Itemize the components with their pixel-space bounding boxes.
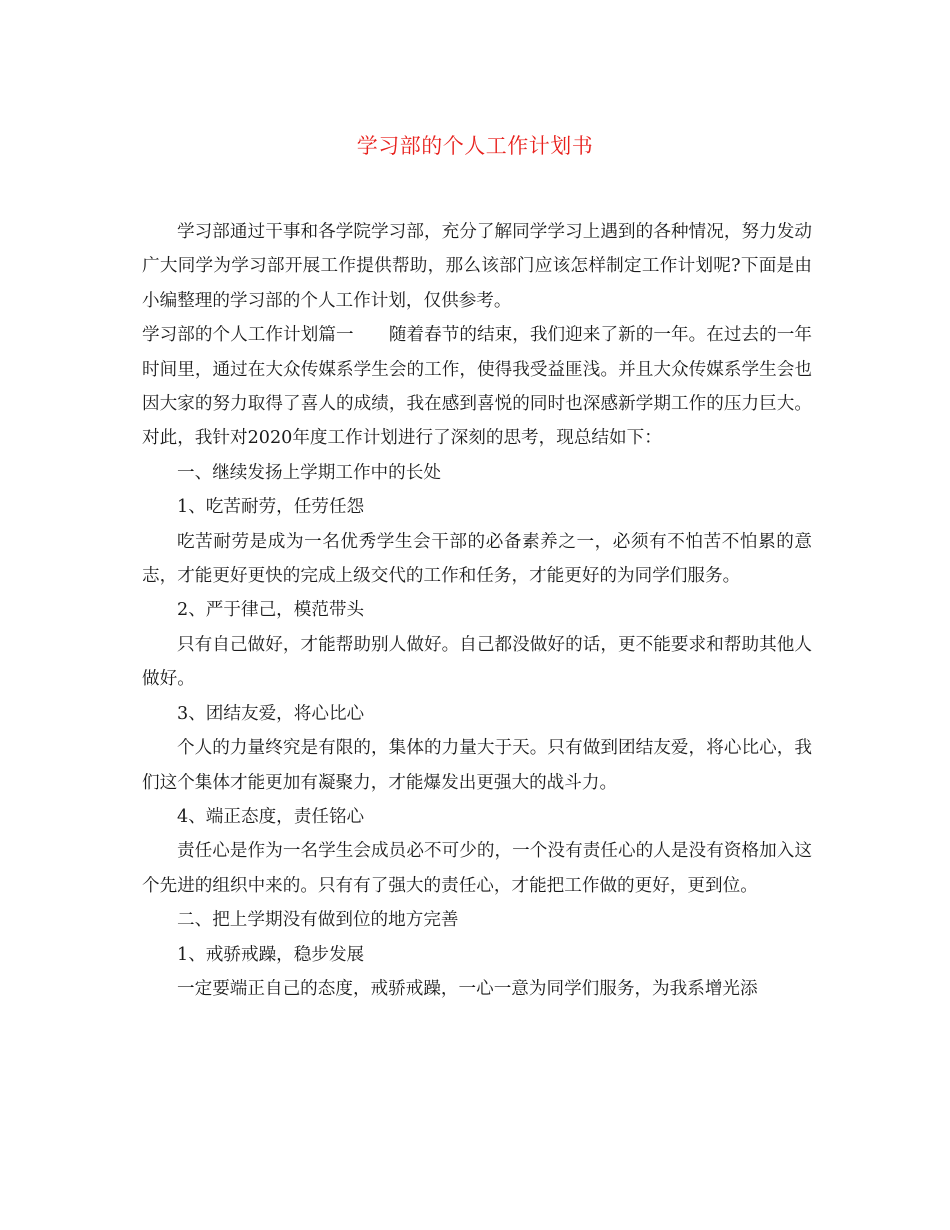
paragraph-2-1: 一定要端正自己的态度，戒骄戒躁，一心一意为同学们服务，为我系增光添 — [177, 978, 758, 999]
plan-one-paragraph: 学习部的个人工作计划篇一 随着春节的结束，我们迎来了新的一年。在过去的一年时间里，通过在大众传媒系学生会的工作，使得我受益匪浅。并且大众传媒系学生会也因大家的努力取得了喜人的成绩，我在感到喜悦的同时也深感新学期工作的压力巨大。对此，我针对2020年度工作计划进行了深刻的思考，现总结如下： — [142, 325, 812, 449]
document-title: 学习部的个人工作计划书 — [356, 134, 594, 158]
paragraph-1-2: 只有自己做好，才能帮助别人做好。自己都没做好的话，更不能要求和帮助其他人做好。 — [142, 634, 812, 690]
intro-paragraph: 学习部通过干事和各学院学习部，充分了解同学学习上遇到的各种情况，努力发动广大同学为学习部开展工作提供帮助，那么该部门应该怎样制定工作计划呢?下面是由小编整理的学习部的个人工作计划，仅供参考。 — [142, 222, 812, 311]
subheading-1-2: 2、严于律己，模范带头 — [177, 600, 365, 621]
subheading-2-1: 1、戒骄戒躁，稳步发展 — [177, 944, 365, 965]
subheading-1-3: 3、团结友爱，将心比心 — [177, 703, 365, 724]
document-body — [142, 215, 812, 1006]
paragraph-1-1: 吃苦耐劳是成为一名优秀学生会干部的必备素养之一，必须有不怕苦不怕累的意志，才能更好更快的完成上级交代的工作和任务，才能更好的为同学们服务。 — [142, 531, 812, 587]
paragraph-1-4: 责任心是作为一名学生会成员必不可少的，一个没有责任心的人是没有资格加入这个先进的组织中来的。只有有了强大的责任心，才能把工作做的更好，更到位。 — [142, 841, 812, 896]
section-heading-2: 二、把上学期没有做到位的地方完善 — [177, 910, 459, 931]
paragraph-1-3: 个人的力量终究是有限的，集体的力量大于天。只有做到团结友爱，将心比心，我们这个集体才能更加有凝聚力，才能爆发出更强大的战斗力。 — [142, 738, 812, 793]
section-heading-1: 一、继续发扬上学期工作中的长处 — [177, 462, 441, 483]
subheading-1-4: 4、端正态度，责任铭心 — [177, 806, 365, 827]
subheading-1-1: 1、吃苦耐劳，任劳任怨 — [177, 497, 365, 518]
